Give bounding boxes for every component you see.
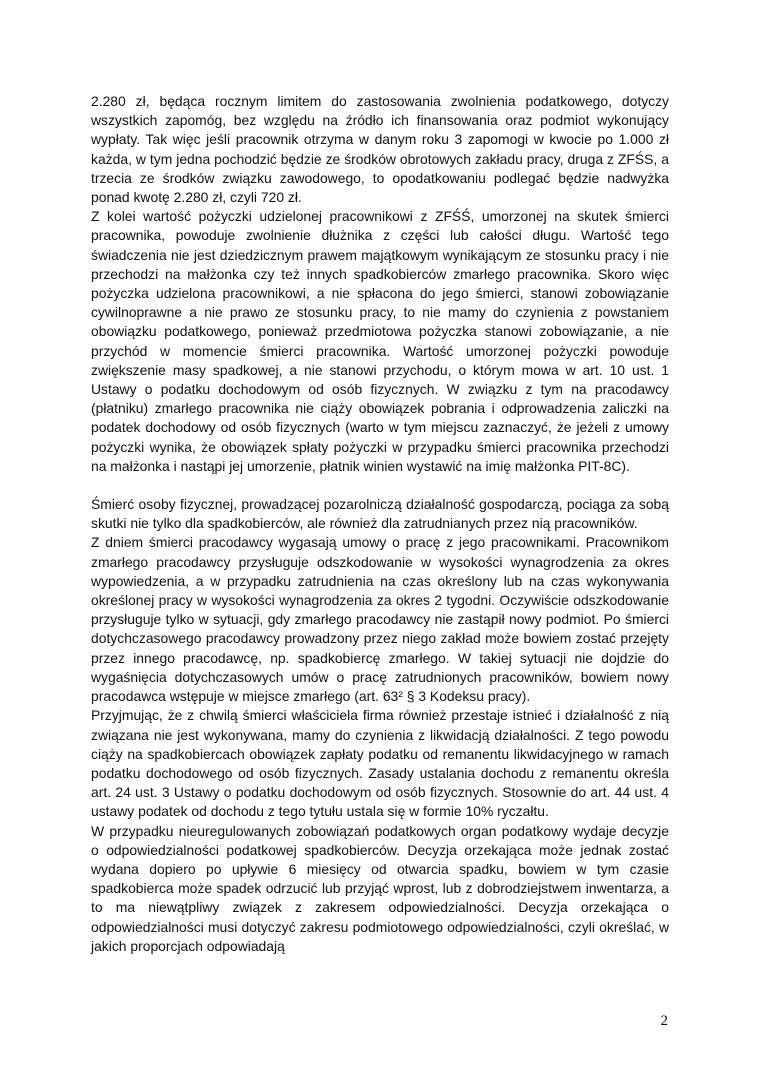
paragraph-wygasniecie-umow: Z dniem śmierci pracodawcy wygasają umowy o pracę z jego pracownikami. Pracownikom zmarłego pracodawcy przysługuje odszkodowanie w wysokości wynagrodzenia za okres wypowiedzenia, a w przypadku zatrudnienia na czas określony lub na czas wykonywania określonej pracy w wysokości wynagrodzenia za okres 2 tygodni. Oczywiście odszkodowanie przysługuje tylko w sytuacji, gdy zmarłego pracodawcy nie zastąpił nowy podmiot. Po śmierci dotychczasowego pracodawcy prowadzony przez niego zakład może bowiem zostać przejęty przez innego pracodawcę, np. spadkobiercę zmarłego. W takiej sytuacji nie dojdzie do wygaśnięcia dotychczasowych umów o pracę zatrudnionych pracowników, bowiem nowy pracodawca wstępuje w miejsce zmarłego (art. 63² § 3 Kodeksu pracy).: [91, 534, 669, 705]
page-number: 2: [660, 1013, 668, 1029]
paragraph-odpowiedzialnosc-spadkobiercow: W przypadku nieuregulowanych zobowiązań podatkowych organ podatkowy wydaje decyzje o odpowiedzialności podatkowej spadkobierców. Decyzja orzekająca może jednak zostać wydana dopiero po upływie 6 miesięcy od otwarcia spadku, bowiem w tym czasie spadkobierca może spadek odrzucić lub przyjąć wprost, lub z dobrodziejstwem inwentarza, a to ma niewątpliwy związek z zakresem odpowiedzialności. Decyzja orzekająca o odpowiedzialności musi dotyczyć zakresu podmiotowego odpowiedzialności, czyli określać, w jakich proporcjach odpowiadają: [91, 822, 669, 954]
paragraph-zapomogi-limit: 2.280 zł, będąca rocznym limitem do zastosowania zwolnienia podatkowego, dotyczy wszystkich zapomóg, bez względu na źródło ich finansowania oraz podmiot wykonujący wypłaty. Tak więc jeśli pracownik otrzyma w danym roku 3 zapomogi w kwocie po 1.000 zł każda, w tym jedna pochodzić będzie ze środków obrotowych zakładu pracy, druga z ZFŚS, a trzecia ze środków związku zawodowego, to opodatkowaniu podlegać będzie nadwyżka ponad kwotę 2.280 zł, czyli 720 zł.: [91, 93, 669, 206]
paragraph-likwidacja-dzialalnosci: Przyjmując, że z chwilą śmierci właściciela firma również przestaje istnieć i działalność z nią związana nie jest wykonywana, mamy do czynienia z likwidacją działalności. Z tego powodu ciąży na spadkobiercach obowiązek zapłaty podatku od remanentu likwidacyjnego w ramach podatku dochodowego od osób fizycznych. Zasady ustalania dochodu z remanentu określa art. 24 ust. 3 Ustawy o podatku dochodowym od osób fizycznych. Stosownie do art. 44 ust. 4 ustawy podatek od dochodu z tego tytułu ustala się w formie 10% ryczałtu.: [91, 707, 669, 820]
paragraph-smierc-przedsiebiorcy: Śmierć osoby fizycznej, prowadzącej pozarolniczą działalność gospodarczą, pociąga za sobą skutki nie tylko dla spadkobierców, ale również dla zatrudnianych przez nią pracowników.: [91, 496, 669, 532]
document-body: [91, 92, 669, 956]
paragraph-umorzona-pozyczka: Z kolei wartość pożyczki udzielonej pracownikowi z ZFŚŚ, umorzonej na skutek śmierci pracownika, powoduje zwolnienie dłużnika z części lub całości długu. Wartość tego świadczenia nie jest dziedzicznym prawem majątkowym wynikającym ze stosunku pracy i nie przechodzi na małżonka czy też innych spadkobierców zmarłego pracownika. Skoro więc pożyczka udzielona pracownikowi, a nie spłacona do jego śmierci, stanowi zobowiązanie cywilnoprawne a nie prawo ze stosunku pracy, to nie mamy do czynienia z powstaniem obowiązku podatkowego, ponieważ przedmiotowa pożyczka stanowi zobowiązanie, a nie przychód w momencie śmierci pracownika. Wartość umorzonej pożyczki powoduje zwiększenie masy spadkowej, a nie stanowi przychodu, o którym mowa w art. 10 ust. 1 Ustawy o podatku dochodowym od osób fizycznych. W związku z tym na pracodawcy (płatniku) zmarłego pracownika nie ciąży obowiązek pobrania i odprowadzenia zaliczki na podatek dochodowy od osób fizycznych (warto w tym miejscu zaznaczyć, że jeżeli z umowy pożyczki wynika, że obowiązek spłaty pożyczki w przypadku śmierci pracownika przechodzi na małżonka i nastąpi jej umorzenie, płatnik winien wystawić na imię małżonka PIT-8C).: [91, 208, 669, 474]
